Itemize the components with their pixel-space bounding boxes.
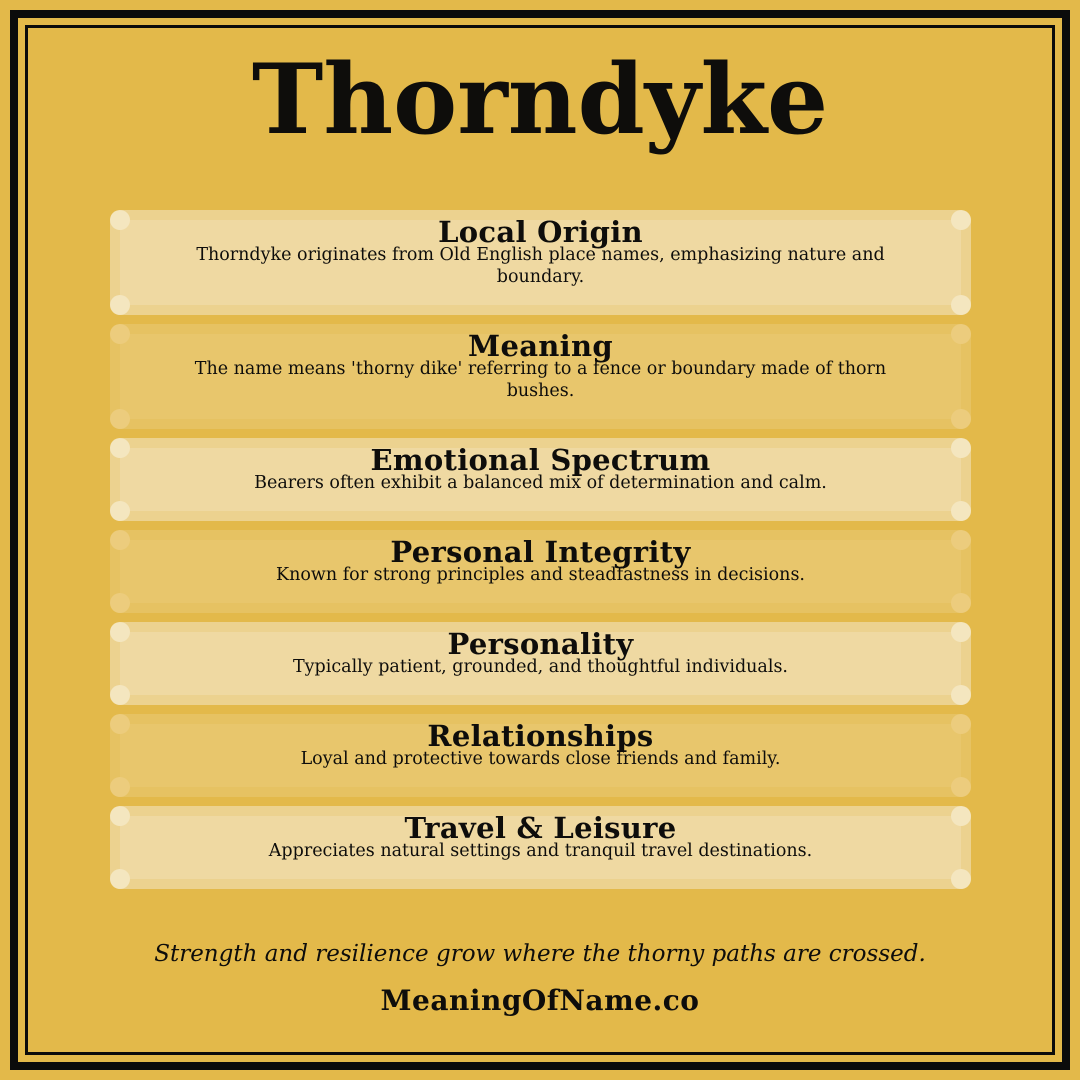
corner-dot (110, 409, 130, 429)
section-heading: Travel & Leisure (404, 811, 677, 845)
section-heading: Meaning (468, 329, 613, 363)
section-card-travel-leisure (110, 806, 971, 889)
corner-dot (951, 777, 971, 797)
corner-dot (951, 295, 971, 315)
section-heading: Emotional Spectrum (370, 443, 711, 477)
tagline: Strength and resilience grow where the thorny paths are crossed. (154, 941, 926, 967)
corner-dot (110, 869, 130, 889)
section-text: The name means 'thorny dike' referring to a fence or boundary made of thorn bushes. (194, 359, 887, 401)
section-heading: Local Origin (438, 215, 643, 249)
corner-dot (951, 685, 971, 705)
section-text: Appreciates natural settings and tranquil travel destinations. (268, 841, 813, 861)
section-heading: Personal Integrity (390, 535, 691, 569)
section-card-relationships (110, 714, 971, 797)
corner-dot (110, 593, 130, 613)
section-card-local-origin (110, 210, 971, 315)
corner-dot (951, 593, 971, 613)
section-card-personality (110, 622, 971, 705)
section-text: Typically patient, grounded, and thoughtful individuals. (292, 657, 788, 677)
section-heading: Relationships (427, 719, 654, 753)
corner-dot (951, 869, 971, 889)
corner-dot (110, 685, 130, 705)
corner-dot (951, 501, 971, 521)
corner-dot (951, 409, 971, 429)
corner-dot (110, 295, 130, 315)
corner-dot (110, 501, 130, 521)
section-text: Known for strong principles and steadfastness in decisions. (276, 565, 805, 585)
section-card-personal-integrity (110, 530, 971, 613)
section-card-emotional-spectrum (110, 438, 971, 521)
section-card-meaning (110, 324, 971, 429)
site-name: MeaningOfName.co (380, 984, 700, 1017)
corner-dot (110, 777, 130, 797)
section-text: Bearers often exhibit a balanced mix of determination and calm. (254, 473, 827, 493)
section-heading: Personality (447, 627, 634, 661)
section-text: Loyal and protective towards close friends and family. (300, 749, 781, 769)
section-text: Thorndyke originates from Old English place names, emphasizing nature and boundary. (196, 245, 885, 287)
page-title: Thorndyke (251, 43, 829, 156)
